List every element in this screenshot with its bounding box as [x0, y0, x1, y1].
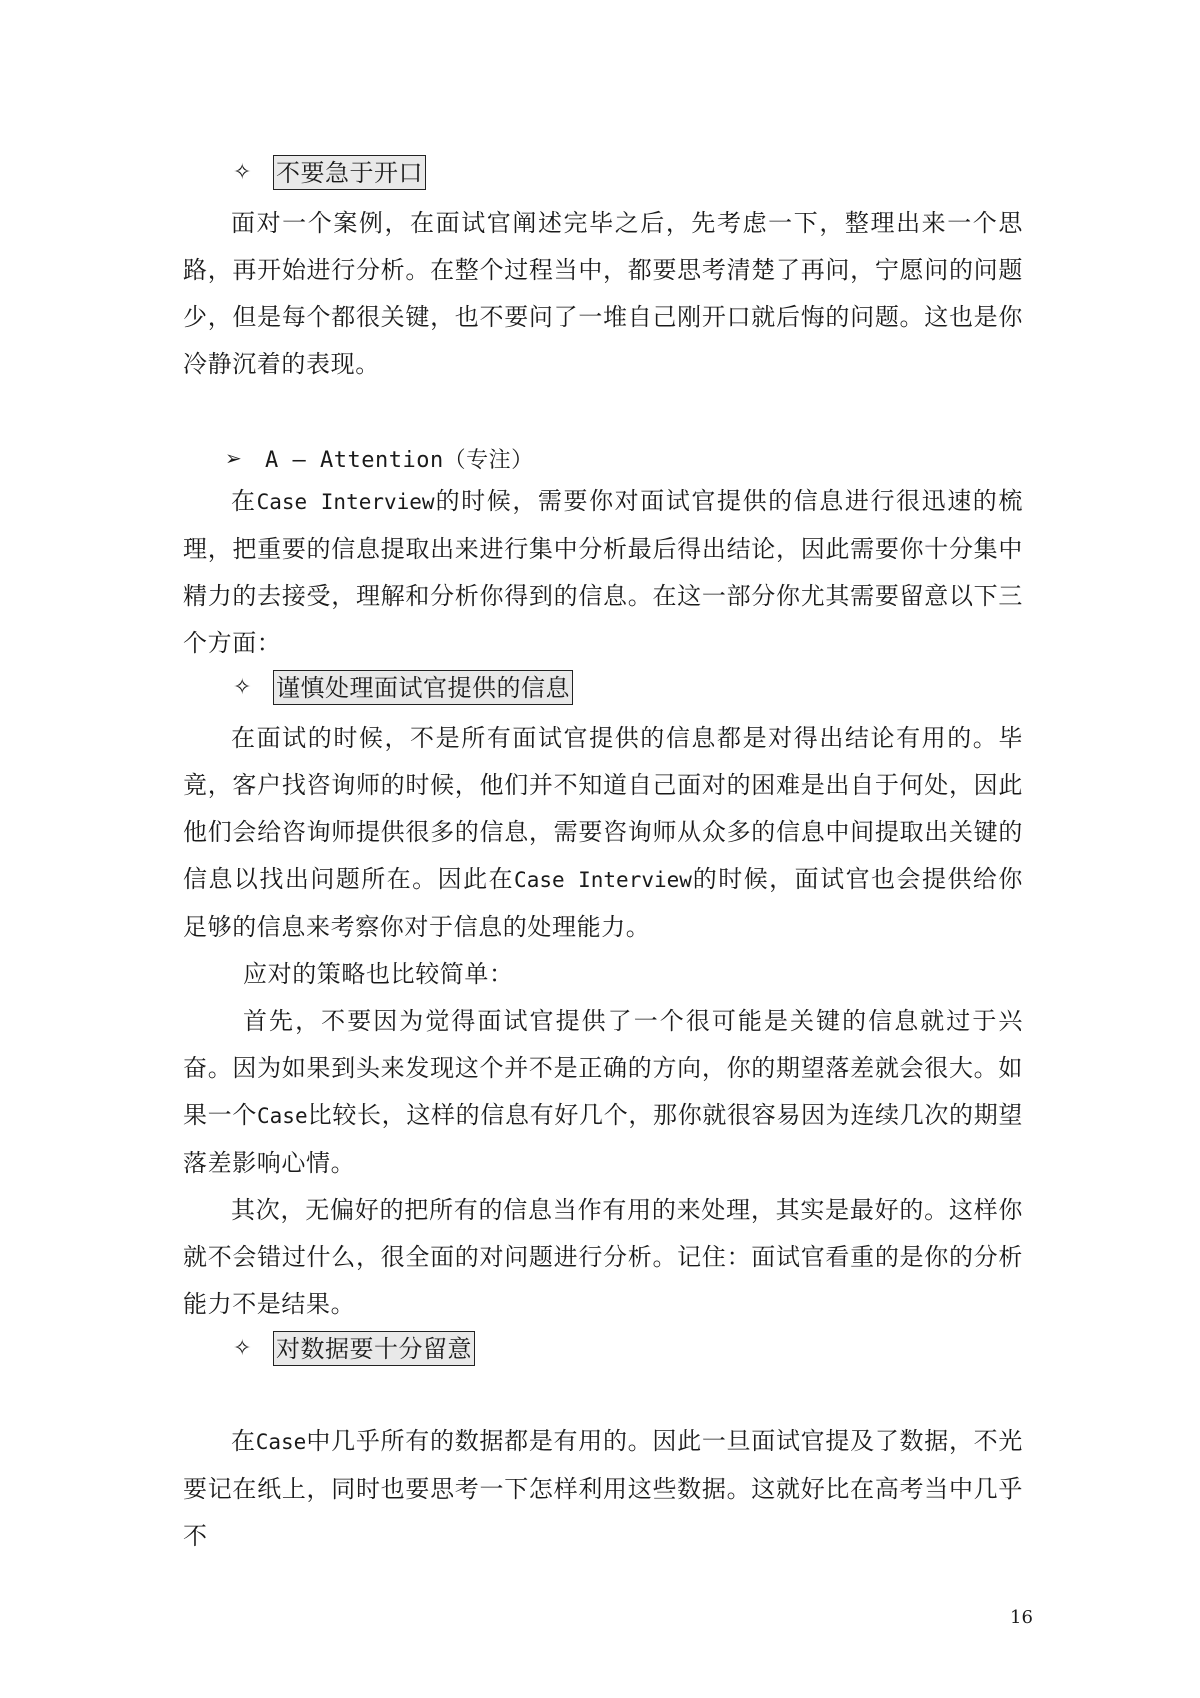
paragraph-attention-intro	[183, 478, 1023, 667]
diamond-bullet-icon: ✧	[233, 674, 252, 700]
case-interview-term: Case Interview	[256, 490, 435, 514]
section-heading-attention	[225, 438, 1023, 478]
text-run: 中几乎所有的数据都是有用的。因此一旦面试官提及了数据，不光要记在纸上，同时也要思考一下怎样利用这些数据。这就好比在高考当中几乎不	[183, 1427, 1023, 1550]
page-content	[183, 152, 1023, 1560]
case-term: Case	[255, 1430, 307, 1454]
paragraph-dont-rush: 面对一个案例，在面试官阐述完毕之后，先考虑一下，整理出来一个思路，再开始进行分析。在整个过程当中，都要思考清楚了再问，宁愿问的问题少，但是每个都很关键，也不要问了一堆自己刚开口就后悔的问题。这也是你冷静沉着的表现。	[183, 209, 1023, 378]
arrow-bullet-icon: ➢	[225, 446, 242, 470]
subheading-label: 谨慎处理面试官提供的信息	[273, 670, 573, 705]
paragraph-data	[183, 1418, 1023, 1560]
subheading-handle-info	[183, 667, 1023, 707]
text-run: 比较长，这样的信息有好几个，那你就很容易因为连续几次的期望落差影响心情。	[183, 1101, 1023, 1177]
subheading-dont-rush	[183, 152, 1023, 192]
diamond-bullet-icon: ✧	[233, 1335, 252, 1361]
diamond-bullet-icon: ✧	[233, 159, 252, 185]
paragraph-second: 其次，无偏好的把所有的信息当作有用的来处理，其实是最好的。这样你就不会错过什么，很全面的对问题进行分析。记住：面试官看重的是你的分析能力不是结果。	[183, 1196, 1023, 1318]
subheading-label: 对数据要十分留意	[273, 1331, 475, 1366]
subheading-data	[183, 1328, 1023, 1368]
text-run: 的时候，需要你对面试官提供的信息进行很迅速的梳理，把重要的信息提取出来进行集中分析最后得出结论，因此需要你十分集中精力的去接受，理解和分析你得到的信息。在这一部分你尤其需要留意以下三个方面：	[183, 487, 1023, 657]
subheading-label: 不要急于开口	[273, 155, 426, 190]
paragraph-handle-info	[183, 715, 1023, 951]
section-title: A – Attention（专注）	[265, 447, 534, 473]
case-term: Case	[257, 1104, 308, 1128]
case-interview-term: Case Interview	[514, 868, 692, 892]
paragraph-first	[183, 998, 1023, 1187]
text-run: 在	[231, 1427, 256, 1455]
paragraph-strategy: 应对的策略也比较简单：	[243, 960, 514, 988]
page-number: 16	[1010, 1607, 1033, 1628]
text-run: 在	[231, 487, 257, 515]
text-run: 在面试的时候，不是所有面试官提供的信息都是对得出结论有用的。毕竟，客户找咨询师的时候，他们并不知道自己面对的困难是出自于何处，因此他们会给咨询师提供很多的信息，需要咨询师从众多的信息中间提取出关键的信息以找出问题所在。因此在	[183, 724, 1023, 893]
text-run: 的时候，面试官也会提供给你足够的信息来考察你对于信息的处理能力。	[183, 865, 1023, 941]
text-run: 首先，不要因为觉得面试官提供了一个很可能是关键的信息就过于兴奋。因为如果到头来发现这个并不是正确的方向，你的期望落差就会很大。如果一个	[183, 1007, 1023, 1129]
